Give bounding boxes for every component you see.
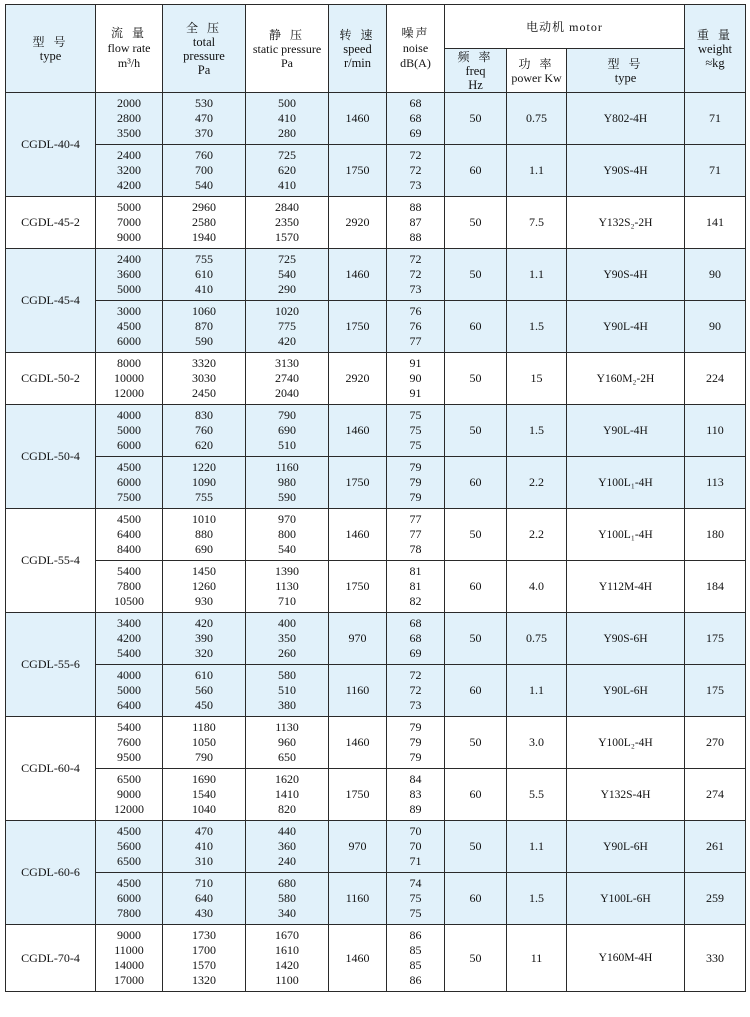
spec-table-body (6, 93, 746, 992)
freq-cell: 60 (445, 665, 507, 717)
noise-cell: 72 72 73 (387, 145, 445, 197)
power-cell: 7.5 (507, 197, 567, 249)
flow-cell: 6500 9000 12000 (96, 769, 163, 821)
speed-cell: 1750 (329, 145, 387, 197)
header-noise (387, 5, 445, 93)
motor-type-cell: Y802-4H (567, 93, 685, 145)
power-cell: 1.5 (507, 301, 567, 353)
freq-cell: 50 (445, 717, 507, 769)
header-motor-type (567, 49, 685, 93)
spec-sheet (5, 4, 745, 992)
total-pressure-cell: 1220 1090 755 (163, 457, 246, 509)
freq-cell: 50 (445, 821, 507, 873)
table-row (6, 561, 746, 613)
speed-cell: 1750 (329, 561, 387, 613)
flow-cell: 2400 3600 5000 (96, 249, 163, 301)
table-row (6, 93, 746, 145)
static-pressure-cell: 1390 1130 710 (246, 561, 329, 613)
model-cell: CGDL-60-6 (6, 821, 96, 925)
table-row (6, 145, 746, 197)
noise-cell: 70 70 71 (387, 821, 445, 873)
power-cell: 1.5 (507, 873, 567, 925)
weight-cell: 259 (685, 873, 746, 925)
flow-cell: 2000 2800 3500 (96, 93, 163, 145)
header-type-en: type (39, 48, 62, 63)
motor-type-cell: Y160M-4H (567, 925, 685, 992)
table-row (6, 301, 746, 353)
motor-type-cell: Y90S-6H (567, 613, 685, 665)
table-row (6, 249, 746, 301)
model-cell: CGDL-55-4 (6, 509, 96, 613)
header-static-pressure (246, 5, 329, 93)
total-pressure-cell: 610 560 450 (163, 665, 246, 717)
flow-cell: 4500 6000 7800 (96, 873, 163, 925)
flow-cell: 4000 5000 6000 (96, 405, 163, 457)
speed-cell: 1460 (329, 717, 387, 769)
speed-cell: 1160 (329, 665, 387, 717)
speed-cell: 1460 (329, 405, 387, 457)
motor-type-cell: Y90L-4H (567, 301, 685, 353)
noise-cell: 68 68 69 (387, 93, 445, 145)
motor-type-cell: Y112M-4H (567, 561, 685, 613)
flow-cell: 4500 5600 6500 (96, 821, 163, 873)
table-row (6, 717, 746, 769)
power-cell: 1.5 (507, 405, 567, 457)
header-weight (685, 5, 746, 93)
model-cell: CGDL-40-4 (6, 93, 96, 197)
static-pressure-cell: 1620 1410 820 (246, 769, 329, 821)
table-row (6, 405, 746, 457)
static-pressure-cell: 1160 980 590 (246, 457, 329, 509)
noise-cell: 91 90 91 (387, 353, 445, 405)
noise-cell: 84 83 89 (387, 769, 445, 821)
power-cell: 1.1 (507, 249, 567, 301)
header-mtype-en: type (614, 70, 637, 85)
noise-cell: 72 72 73 (387, 665, 445, 717)
total-pressure-cell: 710 640 430 (163, 873, 246, 925)
speed-cell: 970 (329, 613, 387, 665)
model-cell: CGDL-70-4 (6, 925, 96, 992)
noise-cell: 88 87 88 (387, 197, 445, 249)
freq-cell: 60 (445, 873, 507, 925)
speed-cell: 2920 (329, 197, 387, 249)
motor-type-cell: Y90L-6H (567, 821, 685, 873)
static-pressure-cell: 400 350 260 (246, 613, 329, 665)
static-pressure-cell: 1130 960 650 (246, 717, 329, 769)
total-pressure-cell: 530 470 370 (163, 93, 246, 145)
table-row (6, 665, 746, 717)
flow-cell: 4000 5000 6400 (96, 665, 163, 717)
noise-cell: 76 76 77 (387, 301, 445, 353)
header-weight-zh: 重 量 (696, 27, 733, 42)
power-cell: 3.0 (507, 717, 567, 769)
motor-type-cell: Y132S-4H (567, 769, 685, 821)
freq-cell: 50 (445, 509, 507, 561)
power-cell: 1.1 (507, 145, 567, 197)
weight-cell: 90 (685, 301, 746, 353)
speed-cell: 1750 (329, 769, 387, 821)
static-pressure-cell: 580 510 380 (246, 665, 329, 717)
header-speed (329, 5, 387, 93)
motor-type-cell: Y100L₁-4H (567, 509, 685, 561)
total-pressure-cell: 1730 1700 1570 1320 (163, 925, 246, 992)
header-power (507, 49, 567, 93)
header-total-en: total pressure Pa (183, 34, 225, 77)
weight-cell: 274 (685, 769, 746, 821)
freq-cell: 60 (445, 145, 507, 197)
static-pressure-cell: 1670 1610 1420 1100 (246, 925, 329, 992)
header-speed-zh: 转 速 (339, 27, 376, 42)
weight-cell: 110 (685, 405, 746, 457)
speed-cell: 1460 (329, 249, 387, 301)
freq-cell: 50 (445, 405, 507, 457)
static-pressure-cell: 3130 2740 2040 (246, 353, 329, 405)
header-noise-en: noise dB(A) (400, 41, 431, 70)
freq-cell: 50 (445, 925, 507, 992)
power-cell: 1.1 (507, 665, 567, 717)
static-pressure-cell: 500 410 280 (246, 93, 329, 145)
flow-cell: 9000 11000 14000 17000 (96, 925, 163, 992)
motor-type-cell: Y132S₂-2H (567, 197, 685, 249)
total-pressure-cell: 1450 1260 930 (163, 561, 246, 613)
freq-cell: 50 (445, 613, 507, 665)
static-pressure-cell: 725 620 410 (246, 145, 329, 197)
noise-cell: 86 85 85 86 (387, 925, 445, 992)
weight-cell: 330 (685, 925, 746, 992)
header-noise-zh: 噪声 (401, 26, 430, 40)
model-cell: CGDL-45-2 (6, 197, 96, 249)
freq-cell: 50 (445, 197, 507, 249)
speed-cell: 1750 (329, 457, 387, 509)
flow-cell: 2400 3200 4200 (96, 145, 163, 197)
total-pressure-cell: 2960 2580 1940 (163, 197, 246, 249)
model-cell: CGDL-45-4 (6, 249, 96, 353)
header-weight-en: weight ≈kg (697, 41, 733, 70)
weight-cell: 175 (685, 665, 746, 717)
static-pressure-cell: 440 360 240 (246, 821, 329, 873)
static-pressure-cell: 790 690 510 (246, 405, 329, 457)
header-flow-en: flow rate (107, 41, 151, 55)
power-cell: 2.2 (507, 457, 567, 509)
total-pressure-cell: 3320 3030 2450 (163, 353, 246, 405)
model-cell: CGDL-60-4 (6, 717, 96, 821)
table-row (6, 925, 746, 992)
total-pressure-cell: 420 390 320 (163, 613, 246, 665)
noise-cell: 79 79 79 (387, 717, 445, 769)
speed-cell: 1460 (329, 509, 387, 561)
weight-cell: 90 (685, 249, 746, 301)
total-pressure-cell: 1060 870 590 (163, 301, 246, 353)
motor-type-cell: Y90L-4H (567, 405, 685, 457)
header-total-pressure (163, 5, 246, 93)
speed-cell: 2920 (329, 353, 387, 405)
header-static-zh: 静 压 (268, 27, 305, 42)
power-cell: 2.2 (507, 509, 567, 561)
weight-cell: 270 (685, 717, 746, 769)
flow-cell: 4500 6000 7500 (96, 457, 163, 509)
header-power-en: power Kw (511, 70, 562, 85)
static-pressure-cell: 1020 775 420 (246, 301, 329, 353)
total-pressure-cell: 760 700 540 (163, 145, 246, 197)
motor-type-cell: Y90S-4H (567, 145, 685, 197)
motor-type-cell: Y160M₂-2H (567, 353, 685, 405)
motor-type-cell: Y90S-4H (567, 249, 685, 301)
model-cell: CGDL-50-2 (6, 353, 96, 405)
table-row (6, 197, 746, 249)
total-pressure-cell: 470 410 310 (163, 821, 246, 873)
table-row (6, 821, 746, 873)
power-cell: 0.75 (507, 613, 567, 665)
motor-type-cell: Y100L-6H (567, 873, 685, 925)
header-flow (96, 5, 163, 93)
power-cell: 15 (507, 353, 567, 405)
total-pressure-cell: 1180 1050 790 (163, 717, 246, 769)
weight-cell: 175 (685, 613, 746, 665)
table-row (6, 457, 746, 509)
speed-cell: 1460 (329, 93, 387, 145)
noise-cell: 68 68 69 (387, 613, 445, 665)
header-type-zh: 型 号 (32, 34, 69, 49)
flow-cell: 5400 7800 10500 (96, 561, 163, 613)
weight-cell: 261 (685, 821, 746, 873)
table-row (6, 613, 746, 665)
static-pressure-cell: 725 540 290 (246, 249, 329, 301)
weight-cell: 224 (685, 353, 746, 405)
noise-cell: 79 79 79 (387, 457, 445, 509)
speed-cell: 1460 (329, 925, 387, 992)
noise-cell: 75 75 75 (387, 405, 445, 457)
power-cell: 1.1 (507, 821, 567, 873)
flow-cell: 5400 7600 9500 (96, 717, 163, 769)
table-row (6, 769, 746, 821)
header-mtype-zh: 型 号 (607, 56, 644, 71)
speed-cell: 1160 (329, 873, 387, 925)
freq-cell: 50 (445, 249, 507, 301)
noise-cell: 72 72 73 (387, 249, 445, 301)
power-cell: 11 (507, 925, 567, 992)
freq-cell: 50 (445, 353, 507, 405)
motor-type-cell: Y90L-6H (567, 665, 685, 717)
static-pressure-cell: 970 800 540 (246, 509, 329, 561)
freq-cell: 60 (445, 301, 507, 353)
header-type (6, 5, 96, 93)
total-pressure-cell: 1010 880 690 (163, 509, 246, 561)
model-cell: CGDL-50-4 (6, 405, 96, 509)
model-cell: CGDL-55-6 (6, 613, 96, 717)
motor-type-cell: Y100L₂-4H (567, 717, 685, 769)
header-total-zh: 全 压 (185, 20, 222, 35)
weight-cell: 184 (685, 561, 746, 613)
static-pressure-cell: 680 580 340 (246, 873, 329, 925)
total-pressure-cell: 830 760 620 (163, 405, 246, 457)
flow-cell: 3400 4200 5400 (96, 613, 163, 665)
noise-cell: 74 75 75 (387, 873, 445, 925)
table-row (6, 873, 746, 925)
table-row (6, 353, 746, 405)
table-row (6, 509, 746, 561)
header-motor: 电动机 motor (445, 5, 685, 49)
weight-cell: 141 (685, 197, 746, 249)
freq-cell: 60 (445, 561, 507, 613)
freq-cell: 60 (445, 457, 507, 509)
static-pressure-cell: 2840 2350 1570 (246, 197, 329, 249)
weight-cell: 113 (685, 457, 746, 509)
flow-cell: 8000 10000 12000 (96, 353, 163, 405)
noise-cell: 81 81 82 (387, 561, 445, 613)
header-static-en: static pressure Pa (252, 41, 322, 70)
header-flow-unit: m³/h (117, 56, 141, 70)
header-power-zh: 功 率 (518, 56, 555, 71)
flow-cell: 3000 4500 6000 (96, 301, 163, 353)
noise-cell: 77 77 78 (387, 509, 445, 561)
speed-cell: 1750 (329, 301, 387, 353)
header-speed-en: speed r/min (343, 41, 372, 70)
header-flow-zh: 流 量 (110, 26, 147, 40)
flow-cell: 5000 7000 9000 (96, 197, 163, 249)
header-freq (445, 49, 507, 93)
fan-spec-table (5, 4, 746, 992)
freq-cell: 60 (445, 769, 507, 821)
freq-cell: 50 (445, 93, 507, 145)
total-pressure-cell: 1690 1540 1040 (163, 769, 246, 821)
weight-cell: 71 (685, 145, 746, 197)
power-cell: 4.0 (507, 561, 567, 613)
motor-type-cell: Y100L₁-4H (567, 457, 685, 509)
total-pressure-cell: 755 610 410 (163, 249, 246, 301)
speed-cell: 970 (329, 821, 387, 873)
power-cell: 5.5 (507, 769, 567, 821)
weight-cell: 180 (685, 509, 746, 561)
weight-cell: 71 (685, 93, 746, 145)
flow-cell: 4500 6400 8400 (96, 509, 163, 561)
header-freq-en: freq Hz (465, 63, 486, 92)
header-freq-zh: 频 率 (457, 49, 494, 64)
power-cell: 0.75 (507, 93, 567, 145)
